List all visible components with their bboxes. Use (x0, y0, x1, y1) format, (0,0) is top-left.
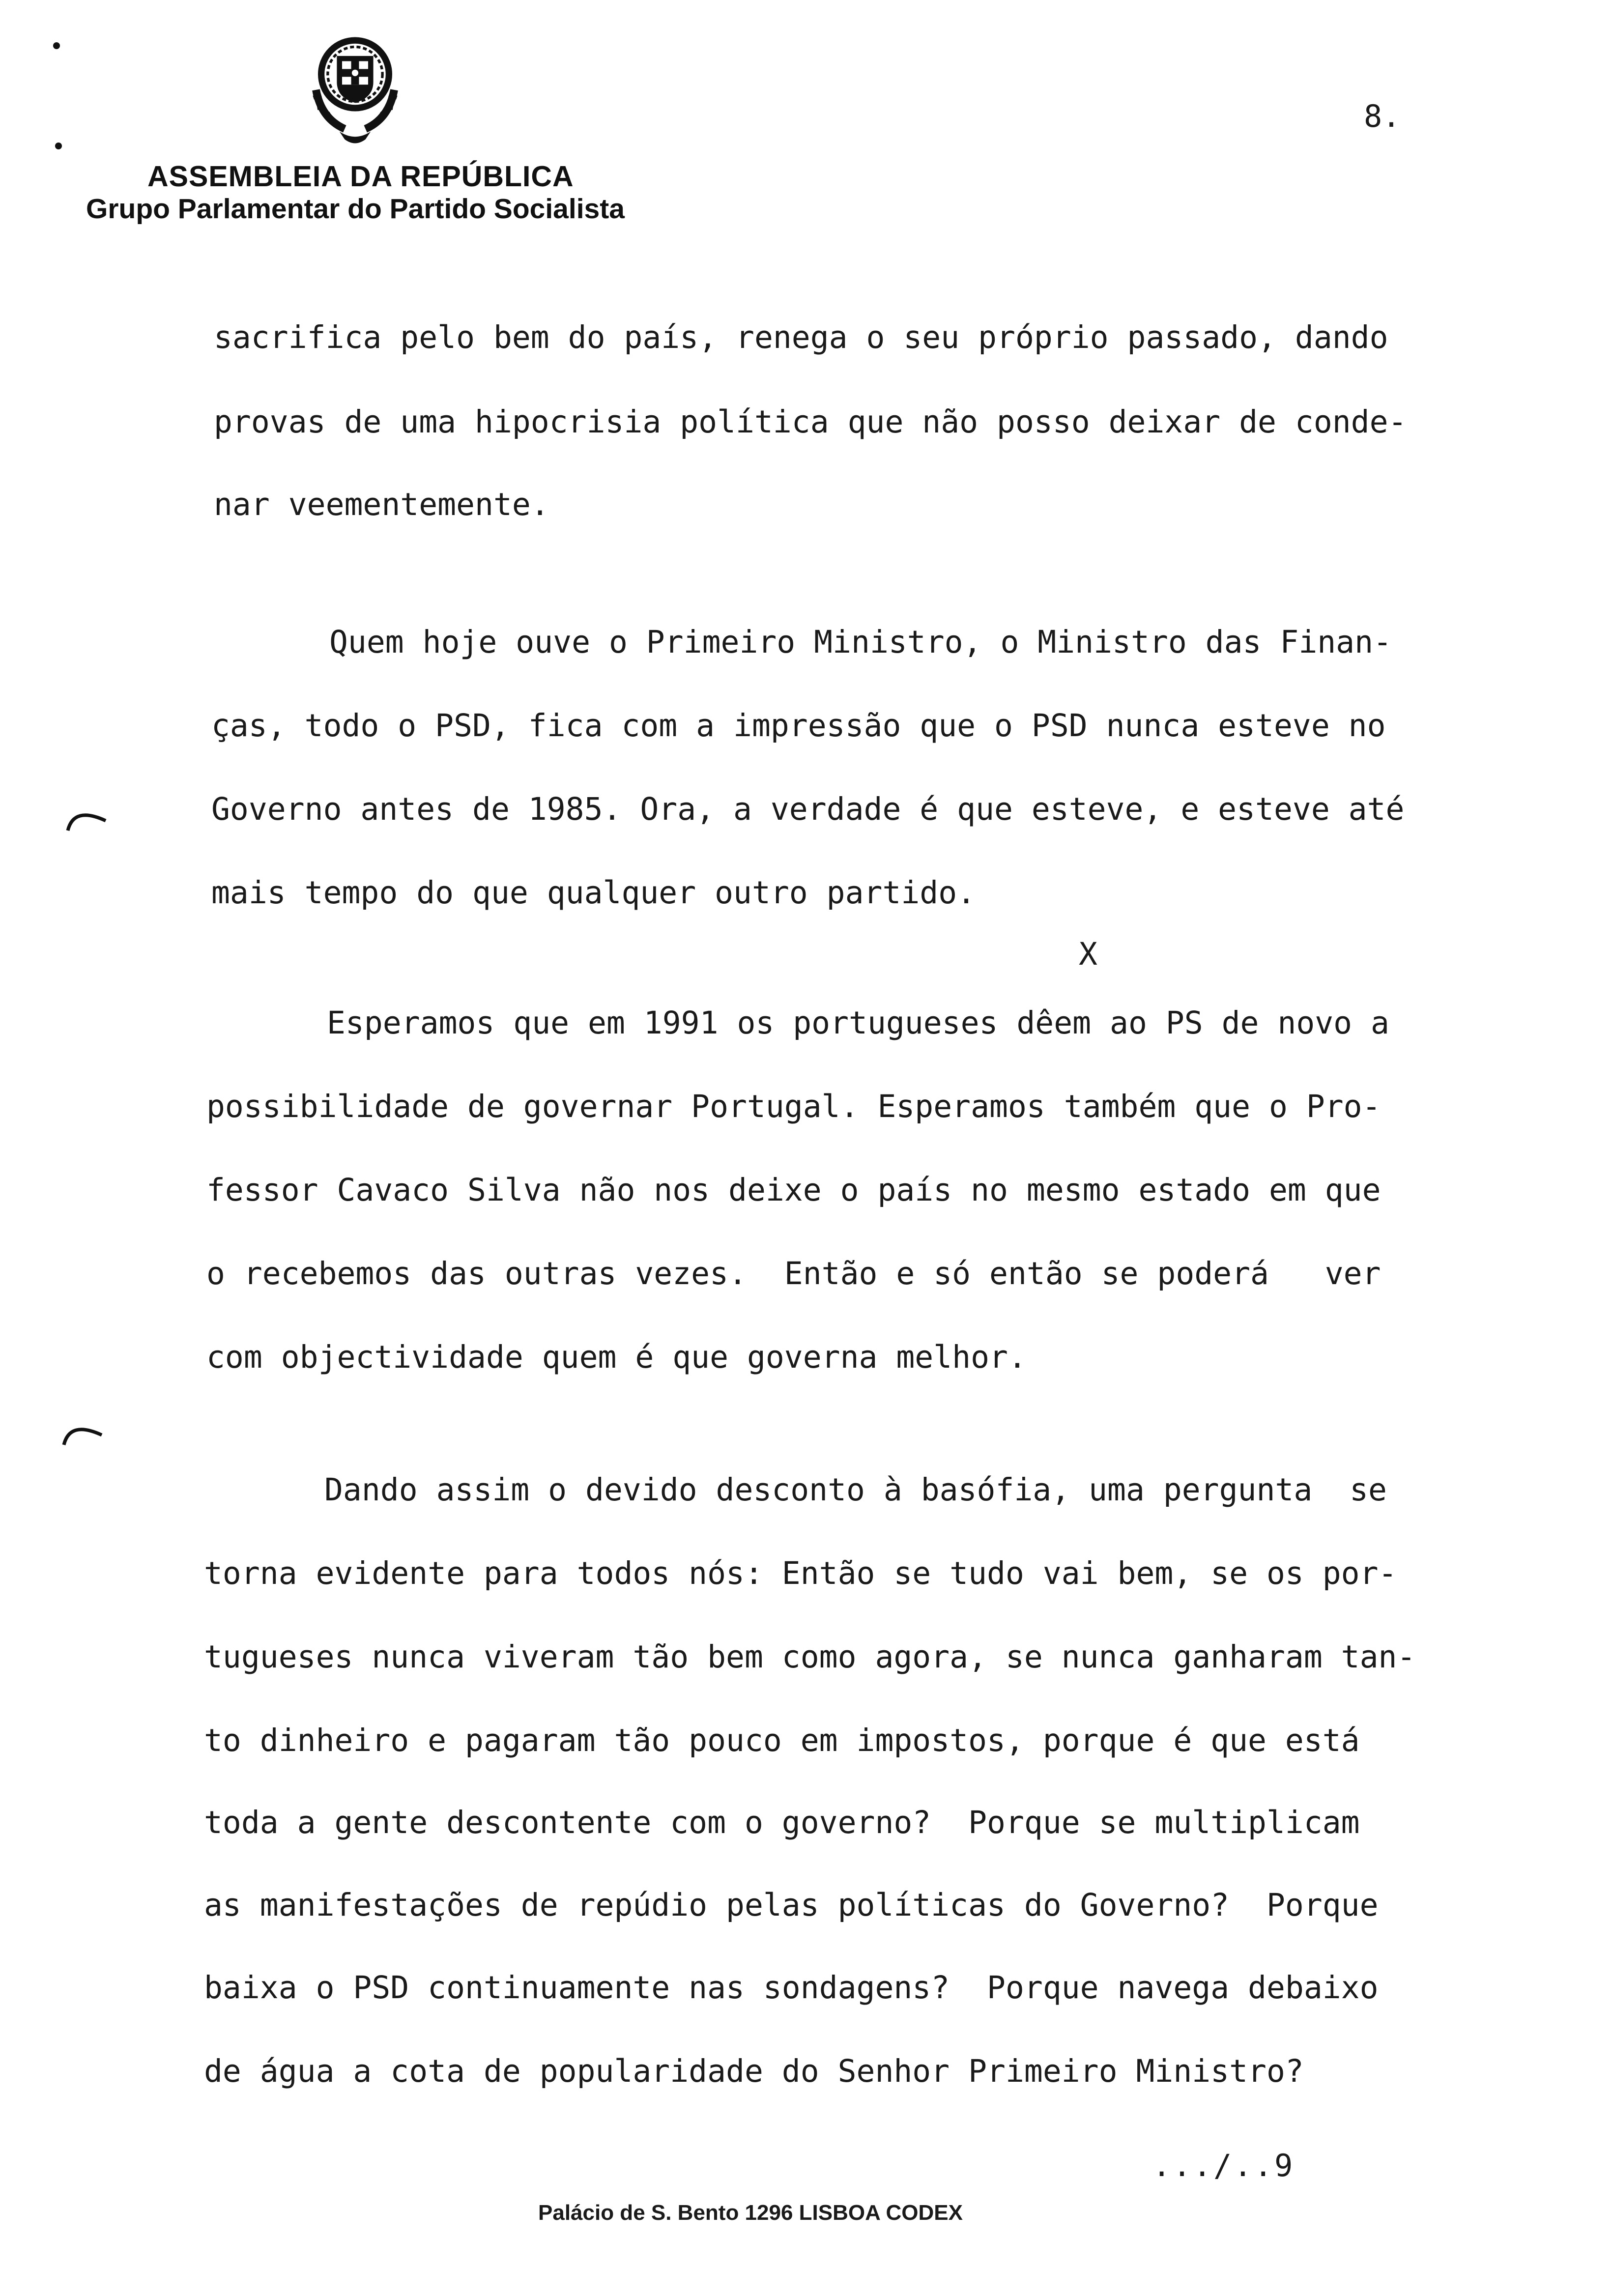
text-line: com objectividade quem é que governa melhor. (206, 1339, 1027, 1375)
footer-address: Palácio de S. Bento 1296 LISBOA CODEX (538, 2201, 963, 2225)
text-line: Quem hoje ouve o Primeiro Ministro, o Ministro das Finan- (329, 624, 1392, 660)
margin-x-mark: X (1079, 936, 1097, 972)
institution-name: ASSEMBLEIA DA REPÚBLICA (147, 160, 574, 193)
text-line: fessor Cavaco Silva não nos deixe o país no mesmo estado em que (206, 1172, 1381, 1208)
text-line: nar veementemente. (214, 487, 549, 522)
text-line: torna evidente para todos nós: Então se tudo vai bem, se os por- (204, 1555, 1397, 1591)
text-line: ças, todo o PSD, fica com a impressão que o PSD nunca esteve no (211, 708, 1386, 744)
punch-hole-mark (55, 143, 62, 149)
text-line: sacrifica pelo bem do país, renega o seu próprio passado, dando (214, 319, 1388, 355)
margin-bracket-mark (60, 1415, 109, 1455)
text-line: mais tempo do que qualquer outro partido. (211, 875, 976, 911)
page-number: 8. (1364, 98, 1401, 134)
text-line: to dinheiro e pagaram tão pouco em impostos, porque é que está (204, 1722, 1360, 1758)
text-line: o recebemos das outras vezes. Então e só então se poderá ver (206, 1256, 1381, 1292)
text-line: de água a cota de popularidade do Senhor Primeiro Ministro? (204, 2053, 1304, 2089)
margin-bracket-mark (64, 801, 113, 840)
text-line: possibilidade de governar Portugal. Esperamos também que o Pro- (206, 1089, 1381, 1124)
text-line: tugueses nunca viveram tão bem como agora, se nunca ganharam tan- (204, 1639, 1416, 1675)
text-line: as manifestações de repúdio pelas políticas do Governo? Porque (204, 1887, 1379, 1923)
coat-of-arms-emblem-icon (290, 22, 420, 152)
text-line: Dando assim o devido desconto à basófia, uma pergunta se (324, 1472, 1387, 1508)
punch-hole-mark (53, 42, 60, 49)
text-line: Governo antes de 1985. Ora, a verdade é que esteve, e esteve até (211, 791, 1405, 827)
text-line: provas de uma hipocrisia política que não posso deixar de conde- (214, 404, 1407, 440)
text-line: toda a gente descontente com o governo? Porque se multiplicam (204, 1805, 1360, 1840)
parliamentary-group-name: Grupo Parlamentar do Partido Socialista (86, 193, 625, 225)
text-line: baixa o PSD continuamente nas sondagens? Porque navega debaixo (204, 1970, 1379, 2006)
text-line: Esperamos que em 1991 os portugueses dêem ao PS de novo a (327, 1005, 1389, 1041)
continuation-marker: .../..9 (1152, 2148, 1295, 2183)
